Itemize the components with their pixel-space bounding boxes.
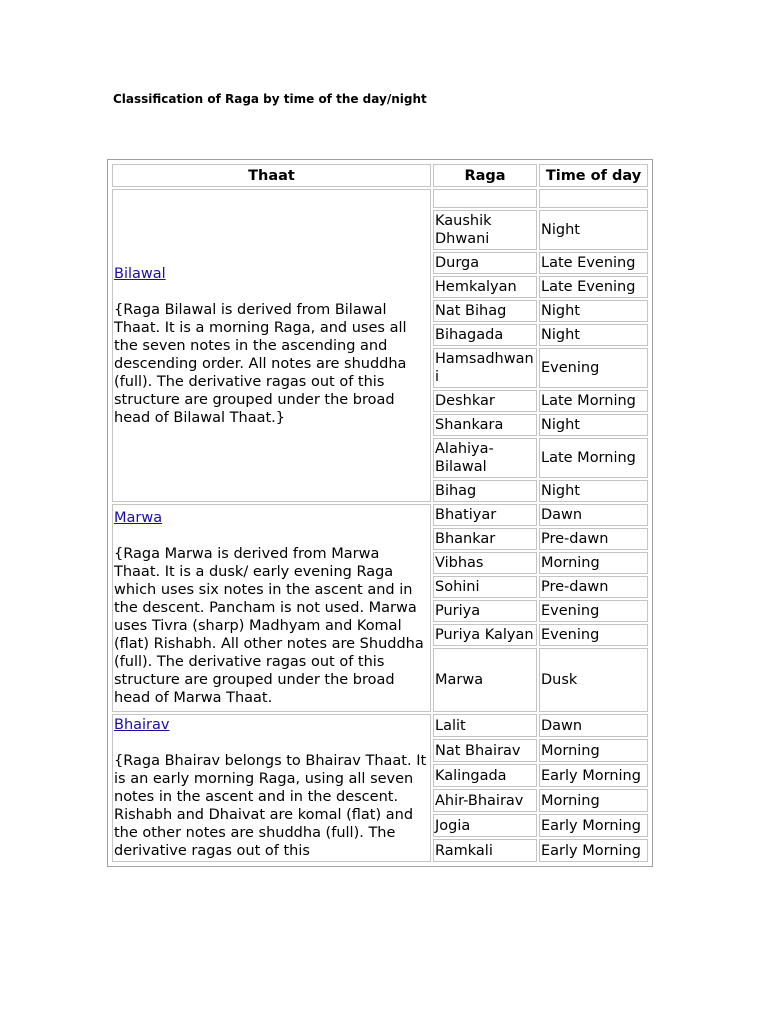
raga-cell: Bhatiyar [433,504,537,526]
raga-cell: Shankara [433,414,537,436]
time-cell: Late Morning [539,438,648,478]
time-cell: Night [539,480,648,502]
page-title: Classification of Raga by time of the day/night [113,92,427,106]
raga-cell: Kaushik Dhwani [433,210,537,250]
time-cell: Dawn [539,714,648,737]
raga-cell: Deshkar [433,390,537,412]
thaat-link-bilawal[interactable]: Bilawal [114,265,166,282]
raga-cell: Alahiya-Bilawal [433,438,537,478]
thaat-link-bhairav[interactable]: Bhairav [114,717,170,733]
time-cell: Late Evening [539,252,648,274]
table-header-row [112,164,648,187]
raga-cell: Bhankar [433,528,537,550]
thaat-description: {Raga Bilawal is derived from Bilawal Thaat. It is a morning Raga, and uses all the seven notes in the ascending and descending order. All notes are shuddha (full). The derivative ragas out of this structure are grouped under the broad head of Bilawal Thaat.} [114,301,407,426]
time-cell: Evening [539,348,648,388]
raga-cell: Lalit [433,714,537,737]
time-cell: Early Morning [539,839,648,862]
raga-table-container [107,159,653,867]
time-cell: Morning [539,739,648,762]
thaat-link-marwa[interactable]: Marwa [114,510,163,526]
header-thaat: Thaat [112,164,431,187]
raga-cell: Bihag [433,480,537,502]
thaat-cell-marwa [112,504,431,712]
raga-cell: Puriya Kalyan [433,624,537,646]
time-cell: Early Morning [539,764,648,787]
time-cell: Morning [539,789,648,812]
raga-cell: Puriya [433,600,537,622]
time-cell: Pre-dawn [539,576,648,598]
time-cell: Evening [539,624,648,646]
raga-cell: Vibhas [433,552,537,574]
raga-cell: Bihagada [433,324,537,346]
raga-cell: Sohini [433,576,537,598]
time-cell: Dawn [539,504,648,526]
raga-cell [433,189,537,208]
thaat-cell-bilawal [112,189,431,502]
time-cell: Late Morning [539,390,648,412]
thaat-description: {Raga Bhairav belongs to Bhairav Thaat. It is an early morning Raga, using all seven notes in the ascent and in the descent. Rishabh and Dhaivat are komal (flat) and the other notes are shuddha (full). The derivative ragas out of this [114,753,427,859]
time-cell [539,189,648,208]
header-time: Time of day [539,164,648,187]
time-cell: Dusk [539,648,648,712]
time-cell: Pre-dawn [539,528,648,550]
time-cell: Night [539,300,648,322]
time-cell: Late Evening [539,276,648,298]
time-cell: Night [539,324,648,346]
time-cell: Night [539,210,648,250]
thaat-cell-bhairav [112,714,431,862]
raga-table [110,162,650,864]
thaat-description: {Raga Marwa is derived from Marwa Thaat. It is a dusk/ early evening Raga which uses six notes in the ascent and in the descent. Pancham is not used. Marwa uses Tivra (sharp) Madhyam and Komal (flat) Rishabh. All other notes are Shuddha (full). The derivative ragas out of this structure are grouped under the broad head of Marwa Thaat. [114,546,424,706]
raga-cell: Kalingada [433,764,537,787]
raga-cell: Jogia [433,814,537,837]
raga-cell: Ahir-Bhairav [433,789,537,812]
time-cell: Early Morning [539,814,648,837]
time-cell: Evening [539,600,648,622]
raga-cell: Hemkalyan [433,276,537,298]
table-row [112,189,648,208]
raga-cell: Ramkali [433,839,537,862]
time-cell: Night [539,414,648,436]
time-cell: Morning [539,552,648,574]
header-raga: Raga [433,164,537,187]
raga-cell: Nat Bhairav [433,739,537,762]
table-row [112,504,648,526]
raga-cell: Marwa [433,648,537,712]
raga-cell: Durga [433,252,537,274]
raga-cell: Nat Bihag [433,300,537,322]
raga-cell: Hamsadhwani [433,348,537,388]
table-row [112,714,648,737]
